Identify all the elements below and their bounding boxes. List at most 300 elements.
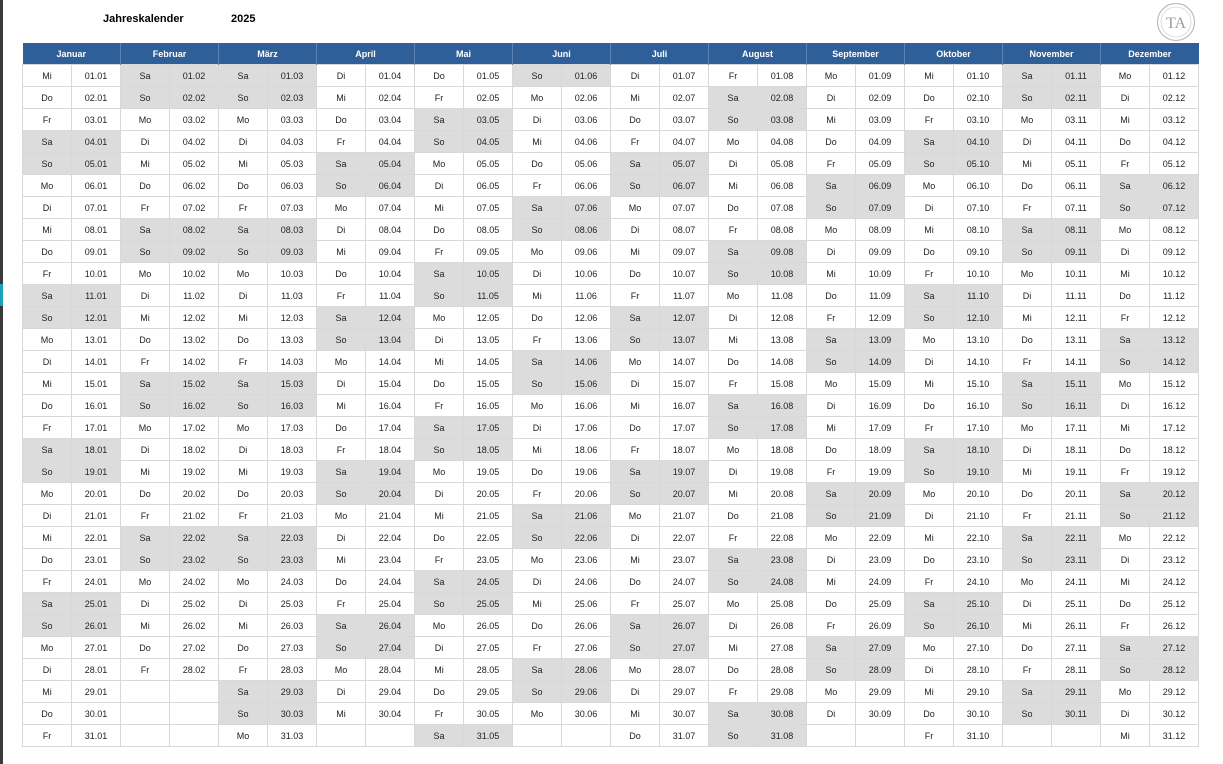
weekday-cell: Sa <box>905 439 954 461</box>
weekday-cell: So <box>1003 87 1052 109</box>
date-cell: 20.08 <box>758 483 807 505</box>
date-cell: 15.03 <box>268 373 317 395</box>
weekday-cell: Mo <box>121 571 170 593</box>
weekday-cell: Sa <box>415 725 464 747</box>
date-cell: 07.06 <box>562 197 611 219</box>
weekday-cell: Sa <box>317 153 366 175</box>
weekday-cell: Do <box>709 505 758 527</box>
weekday-cell: Fr <box>905 417 954 439</box>
date-cell: 22.05 <box>464 527 513 549</box>
date-cell: 05.12 <box>1150 153 1199 175</box>
date-cell: 30.09 <box>856 703 905 725</box>
date-cell: 30.05 <box>464 703 513 725</box>
weekday-cell: So <box>905 615 954 637</box>
date-cell: 25.05 <box>464 593 513 615</box>
weekday-cell: Mi <box>121 307 170 329</box>
date-cell: 11.03 <box>268 285 317 307</box>
weekday-cell: Mo <box>23 637 72 659</box>
date-cell: 22.07 <box>660 527 709 549</box>
date-cell: 20.06 <box>562 483 611 505</box>
weekday-cell: Mo <box>1003 263 1052 285</box>
date-cell: 04.03 <box>268 131 317 153</box>
weekday-cell: Do <box>317 263 366 285</box>
date-cell: 07.01 <box>72 197 121 219</box>
weekday-cell: Do <box>317 109 366 131</box>
weekday-cell: Do <box>415 527 464 549</box>
weekday-cell: Di <box>317 219 366 241</box>
date-cell: 29.09 <box>856 681 905 703</box>
table-row <box>23 615 1199 637</box>
weekday-cell: Mi <box>219 615 268 637</box>
table-row <box>23 681 1199 703</box>
date-cell: 04.04 <box>366 131 415 153</box>
logo-icon <box>1156 2 1196 42</box>
weekday-cell: Di <box>317 65 366 87</box>
weekday-cell: Mi <box>513 439 562 461</box>
weekday-cell: Sa <box>121 65 170 87</box>
month-header: September <box>807 43 905 65</box>
table-row <box>23 549 1199 571</box>
date-cell: 27.08 <box>758 637 807 659</box>
weekday-cell: Mi <box>1101 725 1150 747</box>
weekday-cell <box>121 725 170 747</box>
weekday-cell: Sa <box>513 659 562 681</box>
date-cell: 07.08 <box>758 197 807 219</box>
date-cell: 21.10 <box>954 505 1003 527</box>
date-cell: 06.05 <box>464 175 513 197</box>
date-cell: 18.12 <box>1150 439 1199 461</box>
date-cell: 06.12 <box>1150 175 1199 197</box>
weekday-cell: So <box>1003 549 1052 571</box>
weekday-cell: Di <box>1003 439 1052 461</box>
date-cell: 16.04 <box>366 395 415 417</box>
weekday-cell: Sa <box>807 483 856 505</box>
date-cell: 25.02 <box>170 593 219 615</box>
weekday-cell: Do <box>807 593 856 615</box>
weekday-cell: Fr <box>121 659 170 681</box>
date-cell: 04.01 <box>72 131 121 153</box>
weekday-cell: Fr <box>513 483 562 505</box>
table-row <box>23 725 1199 747</box>
date-cell: 19.02 <box>170 461 219 483</box>
weekday-cell: Mo <box>1101 527 1150 549</box>
date-cell: 04.05 <box>464 131 513 153</box>
weekday-cell: Mi <box>317 549 366 571</box>
weekday-cell: Fr <box>23 417 72 439</box>
weekday-cell: So <box>415 593 464 615</box>
date-cell: 18.01 <box>72 439 121 461</box>
weekday-cell: Di <box>219 131 268 153</box>
date-cell: 30.04 <box>366 703 415 725</box>
date-cell: 10.03 <box>268 263 317 285</box>
weekday-cell: Sa <box>317 615 366 637</box>
weekday-cell: Sa <box>219 373 268 395</box>
weekday-cell: So <box>611 329 660 351</box>
date-cell: 13.10 <box>954 329 1003 351</box>
weekday-cell: Di <box>415 175 464 197</box>
date-cell: 29.03 <box>268 681 317 703</box>
date-cell: 15.01 <box>72 373 121 395</box>
date-cell: 16.08 <box>758 395 807 417</box>
date-cell: 21.12 <box>1150 505 1199 527</box>
table-row <box>23 571 1199 593</box>
date-cell: 06.04 <box>366 175 415 197</box>
date-cell: 09.02 <box>170 241 219 263</box>
weekday-cell: Do <box>121 483 170 505</box>
date-cell: 31.10 <box>954 725 1003 747</box>
weekday-cell: So <box>121 395 170 417</box>
weekday-cell: Mo <box>23 329 72 351</box>
weekday-cell: Mo <box>709 131 758 153</box>
weekday-cell: Fr <box>709 681 758 703</box>
weekday-cell: So <box>1101 659 1150 681</box>
date-cell: 28.02 <box>170 659 219 681</box>
weekday-cell: Mo <box>219 109 268 131</box>
date-cell: 09.11 <box>1052 241 1101 263</box>
date-cell: 06.02 <box>170 175 219 197</box>
date-cell <box>562 725 611 747</box>
date-cell: 05.03 <box>268 153 317 175</box>
weekday-cell: Do <box>219 483 268 505</box>
date-cell: 23.03 <box>268 549 317 571</box>
table-row <box>23 307 1199 329</box>
date-cell: 29.11 <box>1052 681 1101 703</box>
weekday-cell: Mo <box>317 197 366 219</box>
date-cell: 18.07 <box>660 439 709 461</box>
weekday-cell: Di <box>1101 87 1150 109</box>
weekday-cell: Di <box>807 395 856 417</box>
weekday-cell: Mi <box>807 263 856 285</box>
date-cell: 08.01 <box>72 219 121 241</box>
weekday-cell: Mo <box>905 483 954 505</box>
date-cell: 02.10 <box>954 87 1003 109</box>
weekday-cell: Sa <box>219 527 268 549</box>
date-cell: 18.02 <box>170 439 219 461</box>
weekday-cell: Do <box>415 219 464 241</box>
weekday-cell: So <box>1003 703 1052 725</box>
weekday-cell: Fr <box>807 153 856 175</box>
weekday-cell: Di <box>611 527 660 549</box>
weekday-cell: Sa <box>513 197 562 219</box>
date-cell: 15.08 <box>758 373 807 395</box>
date-cell: 29.04 <box>366 681 415 703</box>
weekday-cell: So <box>23 307 72 329</box>
weekday-cell: Fr <box>1003 351 1052 373</box>
date-cell: 17.02 <box>170 417 219 439</box>
weekday-cell: Di <box>121 593 170 615</box>
weekday-cell: Mo <box>121 109 170 131</box>
weekday-cell: So <box>219 395 268 417</box>
weekday-cell: Fr <box>709 373 758 395</box>
table-row <box>23 175 1199 197</box>
date-cell: 24.09 <box>856 571 905 593</box>
weekday-cell: So <box>121 87 170 109</box>
weekday-cell: Do <box>513 615 562 637</box>
weekday-cell: So <box>415 131 464 153</box>
weekday-cell: So <box>219 549 268 571</box>
date-cell: 06.09 <box>856 175 905 197</box>
date-cell: 26.04 <box>366 615 415 637</box>
date-cell: 21.02 <box>170 505 219 527</box>
weekday-cell: Do <box>709 197 758 219</box>
weekday-cell: Do <box>807 439 856 461</box>
date-cell: 19.04 <box>366 461 415 483</box>
weekday-cell: So <box>611 175 660 197</box>
weekday-cell: Mo <box>23 483 72 505</box>
date-cell: 16.01 <box>72 395 121 417</box>
month-header: Februar <box>121 43 219 65</box>
weekday-cell: Di <box>709 307 758 329</box>
weekday-cell: Fr <box>1101 307 1150 329</box>
date-cell: 09.09 <box>856 241 905 263</box>
date-cell: 12.06 <box>562 307 611 329</box>
date-cell: 02.03 <box>268 87 317 109</box>
weekday-cell: Sa <box>1003 65 1052 87</box>
date-cell: 09.04 <box>366 241 415 263</box>
weekday-cell: Fr <box>1101 153 1150 175</box>
date-cell: 08.12 <box>1150 219 1199 241</box>
date-cell: 08.11 <box>1052 219 1101 241</box>
date-cell: 18.10 <box>954 439 1003 461</box>
date-cell: 11.04 <box>366 285 415 307</box>
date-cell: 08.02 <box>170 219 219 241</box>
weekday-cell: Sa <box>415 109 464 131</box>
weekday-cell: So <box>611 483 660 505</box>
weekday-cell: So <box>709 725 758 747</box>
weekday-cell: Di <box>415 637 464 659</box>
weekday-cell: So <box>415 439 464 461</box>
weekday-cell: Di <box>317 527 366 549</box>
date-cell: 12.02 <box>170 307 219 329</box>
weekday-cell: Mo <box>121 263 170 285</box>
date-cell: 11.01 <box>72 285 121 307</box>
weekday-cell: So <box>709 417 758 439</box>
date-cell: 07.12 <box>1150 197 1199 219</box>
weekday-cell: Di <box>121 439 170 461</box>
date-cell: 04.11 <box>1052 131 1101 153</box>
date-cell: 31.12 <box>1150 725 1199 747</box>
date-cell: 14.02 <box>170 351 219 373</box>
date-cell: 26.10 <box>954 615 1003 637</box>
weekday-cell: Do <box>317 571 366 593</box>
weekday-cell: Fr <box>219 659 268 681</box>
date-cell: 26.12 <box>1150 615 1199 637</box>
table-row <box>23 131 1199 153</box>
weekday-cell: Sa <box>709 395 758 417</box>
date-cell: 13.11 <box>1052 329 1101 351</box>
weekday-cell: Mi <box>415 197 464 219</box>
weekday-cell: Do <box>905 241 954 263</box>
weekday-cell: Do <box>611 725 660 747</box>
date-cell: 14.08 <box>758 351 807 373</box>
weekday-cell: Do <box>317 417 366 439</box>
weekday-cell: Fr <box>317 439 366 461</box>
date-cell: 07.07 <box>660 197 709 219</box>
date-cell: 19.01 <box>72 461 121 483</box>
date-cell <box>1052 725 1101 747</box>
date-cell: 22.04 <box>366 527 415 549</box>
date-cell: 23.04 <box>366 549 415 571</box>
date-cell: 04.07 <box>660 131 709 153</box>
weekday-cell: Fr <box>905 725 954 747</box>
weekday-cell: Fr <box>905 109 954 131</box>
weekday-cell: So <box>709 263 758 285</box>
weekday-cell: So <box>317 175 366 197</box>
weekday-cell: Mo <box>905 329 954 351</box>
weekday-cell: Mo <box>611 197 660 219</box>
date-cell: 04.10 <box>954 131 1003 153</box>
weekday-cell: Sa <box>121 373 170 395</box>
date-cell: 27.10 <box>954 637 1003 659</box>
date-cell: 12.01 <box>72 307 121 329</box>
weekday-cell: Fr <box>513 637 562 659</box>
date-cell: 13.04 <box>366 329 415 351</box>
date-cell: 09.07 <box>660 241 709 263</box>
weekday-cell: Mi <box>121 461 170 483</box>
table-row <box>23 87 1199 109</box>
weekday-cell: Di <box>611 373 660 395</box>
table-row <box>23 439 1199 461</box>
weekday-cell: Do <box>121 175 170 197</box>
weekday-cell: Sa <box>611 307 660 329</box>
date-cell: 06.08 <box>758 175 807 197</box>
weekday-cell: Di <box>1101 241 1150 263</box>
date-cell: 08.08 <box>758 219 807 241</box>
weekday-cell: So <box>611 637 660 659</box>
date-cell: 14.10 <box>954 351 1003 373</box>
weekday-cell: Di <box>709 153 758 175</box>
date-cell: 08.06 <box>562 219 611 241</box>
date-cell: 24.03 <box>268 571 317 593</box>
weekday-cell: Mo <box>905 637 954 659</box>
date-cell: 02.07 <box>660 87 709 109</box>
weekday-cell: So <box>1101 351 1150 373</box>
date-cell: 08.10 <box>954 219 1003 241</box>
date-cell: 17.06 <box>562 417 611 439</box>
weekday-cell: Mi <box>219 153 268 175</box>
weekday-cell: Sa <box>415 263 464 285</box>
date-cell: 04.12 <box>1150 131 1199 153</box>
date-cell <box>366 725 415 747</box>
date-cell: 13.07 <box>660 329 709 351</box>
date-cell: 16.10 <box>954 395 1003 417</box>
weekday-cell: Di <box>415 329 464 351</box>
date-cell: 10.04 <box>366 263 415 285</box>
date-cell: 25.07 <box>660 593 709 615</box>
date-cell: 07.02 <box>170 197 219 219</box>
date-cell: 28.10 <box>954 659 1003 681</box>
date-cell: 15.04 <box>366 373 415 395</box>
weekday-cell: Fr <box>317 593 366 615</box>
date-cell: 17.08 <box>758 417 807 439</box>
date-cell: 25.11 <box>1052 593 1101 615</box>
date-cell: 30.01 <box>72 703 121 725</box>
date-cell: 20.02 <box>170 483 219 505</box>
date-cell: 15.11 <box>1052 373 1101 395</box>
date-cell: 21.09 <box>856 505 905 527</box>
date-cell: 20.01 <box>72 483 121 505</box>
weekday-cell: Di <box>1101 703 1150 725</box>
weekday-cell: Do <box>513 307 562 329</box>
weekday-cell: Mi <box>807 417 856 439</box>
table-row <box>23 659 1199 681</box>
weekday-cell: Mi <box>905 219 954 241</box>
date-cell: 03.02 <box>170 109 219 131</box>
date-cell: 12.08 <box>758 307 807 329</box>
date-cell: 25.12 <box>1150 593 1199 615</box>
date-cell: 11.08 <box>758 285 807 307</box>
date-cell: 10.05 <box>464 263 513 285</box>
date-cell: 03.09 <box>856 109 905 131</box>
weekday-cell: Mi <box>807 109 856 131</box>
weekday-cell: Di <box>317 681 366 703</box>
date-cell: 29.01 <box>72 681 121 703</box>
weekday-cell: Di <box>709 461 758 483</box>
logo-text: TA <box>1165 15 1187 32</box>
weekday-cell: Mi <box>709 175 758 197</box>
date-cell: 26.11 <box>1052 615 1101 637</box>
weekday-cell: Mi <box>415 505 464 527</box>
date-cell: 24.06 <box>562 571 611 593</box>
date-cell: 06.07 <box>660 175 709 197</box>
date-cell: 14.11 <box>1052 351 1101 373</box>
weekday-cell: Do <box>611 109 660 131</box>
date-cell: 23.02 <box>170 549 219 571</box>
weekday-cell: Fr <box>415 87 464 109</box>
weekday-cell: Fr <box>23 263 72 285</box>
weekday-cell: Di <box>905 505 954 527</box>
weekday-cell: Sa <box>905 131 954 153</box>
weekday-cell: Di <box>121 131 170 153</box>
month-header: November <box>1003 43 1101 65</box>
weekday-cell: Mi <box>1101 109 1150 131</box>
date-cell: 08.05 <box>464 219 513 241</box>
weekday-cell: Di <box>1003 131 1052 153</box>
weekday-cell <box>317 725 366 747</box>
date-cell: 16.12 <box>1150 395 1199 417</box>
date-cell: 28.03 <box>268 659 317 681</box>
weekday-cell: Mo <box>219 725 268 747</box>
weekday-cell: So <box>219 87 268 109</box>
date-cell: 13.08 <box>758 329 807 351</box>
date-cell: 02.09 <box>856 87 905 109</box>
weekday-cell: Mo <box>415 153 464 175</box>
date-cell: 09.12 <box>1150 241 1199 263</box>
date-cell: 10.07 <box>660 263 709 285</box>
date-cell: 19.10 <box>954 461 1003 483</box>
date-cell: 05.08 <box>758 153 807 175</box>
weekday-cell: Sa <box>121 527 170 549</box>
date-cell: 01.09 <box>856 65 905 87</box>
date-cell: 16.03 <box>268 395 317 417</box>
weekday-cell: Fr <box>905 571 954 593</box>
weekday-cell: Do <box>1101 439 1150 461</box>
weekday-cell: Do <box>121 637 170 659</box>
weekday-cell: Sa <box>611 153 660 175</box>
date-cell: 19.03 <box>268 461 317 483</box>
weekday-cell: Fr <box>219 197 268 219</box>
table-row <box>23 593 1199 615</box>
date-cell: 04.06 <box>562 131 611 153</box>
weekday-cell: Sa <box>23 285 72 307</box>
date-cell: 03.08 <box>758 109 807 131</box>
date-cell: 31.08 <box>758 725 807 747</box>
date-cell: 05.11 <box>1052 153 1101 175</box>
weekday-cell: So <box>709 571 758 593</box>
date-cell: 02.11 <box>1052 87 1101 109</box>
date-cell: 19.08 <box>758 461 807 483</box>
weekday-cell: So <box>1003 395 1052 417</box>
